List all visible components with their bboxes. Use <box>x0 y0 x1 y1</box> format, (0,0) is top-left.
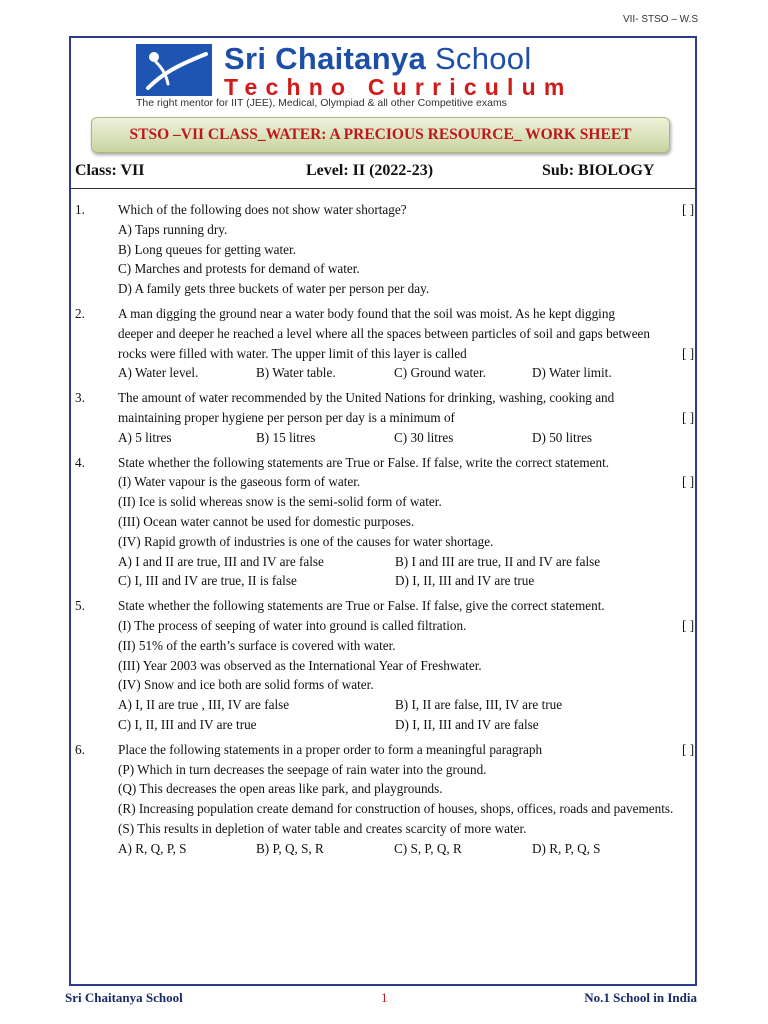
answer-option: C) Ground water. <box>394 365 486 381</box>
question-text: State whether the following statements are True or False. If false, give the correct statement. <box>118 598 605 614</box>
question-number: 6. <box>75 741 85 757</box>
answer-option: B) I, II are false, III, IV are true <box>395 697 563 713</box>
question-number: 4. <box>75 454 85 470</box>
page-reference: VII- STSO – W.S <box>622 14 698 25</box>
question-item <box>75 740 695 859</box>
worksheet-title: STSO –VII CLASS_WATER: A PRECIOUS RESOURCE_ WORK SHEET <box>129 126 632 143</box>
footer-slogan: No.1 School in India <box>584 990 697 1005</box>
subject-label: Sub: BIOLOGY <box>542 162 655 179</box>
school-name: Sri Chaitanya School <box>224 41 532 76</box>
question-text: rocks were filled with water. The upper limit of this layer is called [ ] <box>118 344 691 364</box>
question-item <box>75 388 695 447</box>
statement-text: (IV) Rapid growth of industries is one of the causes for water shortage. <box>118 533 494 549</box>
answer-option: A) 5 litres <box>118 429 172 445</box>
class-label: Class: VII <box>75 162 145 179</box>
answer-option: D) R, P, Q, S <box>532 840 601 856</box>
question-number: 5. <box>75 598 85 614</box>
question-text: State whether the following statements are True or False. If false, write the correct statement. <box>118 454 610 470</box>
statement-text: (III) Ocean water cannot be used for domestic purposes. <box>118 513 415 529</box>
answer-bracket: [ ] <box>682 409 695 425</box>
answer-bracket: [ ] <box>682 474 695 490</box>
question-number: 2. <box>75 305 85 321</box>
worksheet-title-bar <box>91 117 670 153</box>
answer-option: C) I, III and IV are true, II is false <box>118 573 297 589</box>
answer-option: B) 15 litres <box>256 429 316 445</box>
page-number: 1 <box>381 990 388 1005</box>
answer-option: D) I, II, III and IV are true <box>395 573 535 589</box>
school-header <box>132 41 640 114</box>
answer-option: C) 30 litres <box>394 429 454 445</box>
question-text: A man digging the ground near a water body found that the soil was moist. As he kept digging <box>118 305 616 321</box>
page-footer <box>65 990 697 1008</box>
level-label: Level: II (2022-23) <box>306 162 434 179</box>
divider <box>69 188 697 189</box>
answer-option: B) Long queues for getting water. <box>118 241 296 257</box>
statement-text: (P) Which in turn decreases the seepage of rain water into the ground. <box>118 761 487 777</box>
question-item <box>75 453 695 592</box>
statement-text: (IV) Snow and ice both are solid forms of water. <box>118 677 374 693</box>
answer-option: B) I and III are true, II and IV are false <box>395 553 601 569</box>
statement-text: (Q) This decreases the open areas like park, and playgrounds. <box>118 781 443 797</box>
question-item <box>75 200 695 299</box>
statement-text: (I) Water vapour is the gaseous form of water. [ ] <box>118 472 691 492</box>
answer-bracket: [ ] <box>682 345 695 361</box>
question-item <box>75 596 695 735</box>
question-text: Which of the following does not show water shortage? [ ] <box>118 200 691 220</box>
answer-option: C) I, II, III and IV are true <box>118 716 257 732</box>
answer-option: B) Water table. <box>256 365 336 381</box>
answer-option: D) Water limit. <box>532 365 612 381</box>
curriculum-name: Techno Curriculum <box>224 74 573 100</box>
answer-option: B) P, Q, S, R <box>256 840 324 856</box>
answer-option: A) Water level. <box>118 365 199 381</box>
statement-text: (I) The process of seeping of water into ground is called filtration. [ ] <box>118 616 691 636</box>
answer-option: A) I and II are true, III and IV are false <box>118 553 324 569</box>
statement-text: (II) 51% of the earth’s surface is covered with water. <box>118 637 396 653</box>
answer-option: C) Marches and protests for demand of water. <box>118 261 360 277</box>
statement-text: (S) This results in depletion of water table and creates scarcity of more water. <box>118 820 527 836</box>
answer-bracket: [ ] <box>682 202 695 217</box>
answer-option: D) A family gets three buckets of water per person per day. <box>118 281 430 297</box>
question-text: maintaining proper hygiene per person per day is a minimum of [ ] <box>118 408 691 428</box>
answer-option: A) I, II are true , III, IV are false <box>118 697 290 713</box>
statement-text: (III) Year 2003 was observed as the International Year of Freshwater. <box>118 657 482 673</box>
question-item <box>75 304 695 383</box>
question-number: 1. <box>75 202 85 217</box>
answer-option: A) R, Q, P, S <box>118 840 187 856</box>
school-logo-icon <box>136 44 212 96</box>
worksheet-meta <box>75 162 665 184</box>
statement-text: (II) Ice is solid whereas snow is the semi-solid form of water. <box>118 494 442 510</box>
answer-option: A) Taps running dry. <box>118 221 228 237</box>
question-text: Place the following statements in a proper order to form a meaningful paragraph [ ] <box>118 740 691 760</box>
question-number: 3. <box>75 390 85 406</box>
question-text: deeper and deeper he reached a level where all the spaces between particles of soil and gaps between <box>118 325 651 341</box>
answer-bracket: [ ] <box>682 617 695 633</box>
question-list <box>75 200 695 859</box>
answer-option: D) 50 litres <box>532 429 593 445</box>
statement-text: (R) Increasing population create demand for construction of houses, shops, offices, roads and pavements. <box>118 801 674 817</box>
footer-school-name: Sri Chaitanya School <box>65 990 183 1005</box>
answer-option: D) I, II, III and IV are false <box>395 716 539 732</box>
tagline: The right mentor for IIT (JEE), Medical, Olympiad & all other Competitive exams <box>136 97 507 109</box>
answer-option: C) S, P, Q, R <box>394 840 462 856</box>
answer-bracket: [ ] <box>682 741 695 757</box>
question-text: The amount of water recommended by the United Nations for drinking, washing, cooking and <box>118 390 615 406</box>
